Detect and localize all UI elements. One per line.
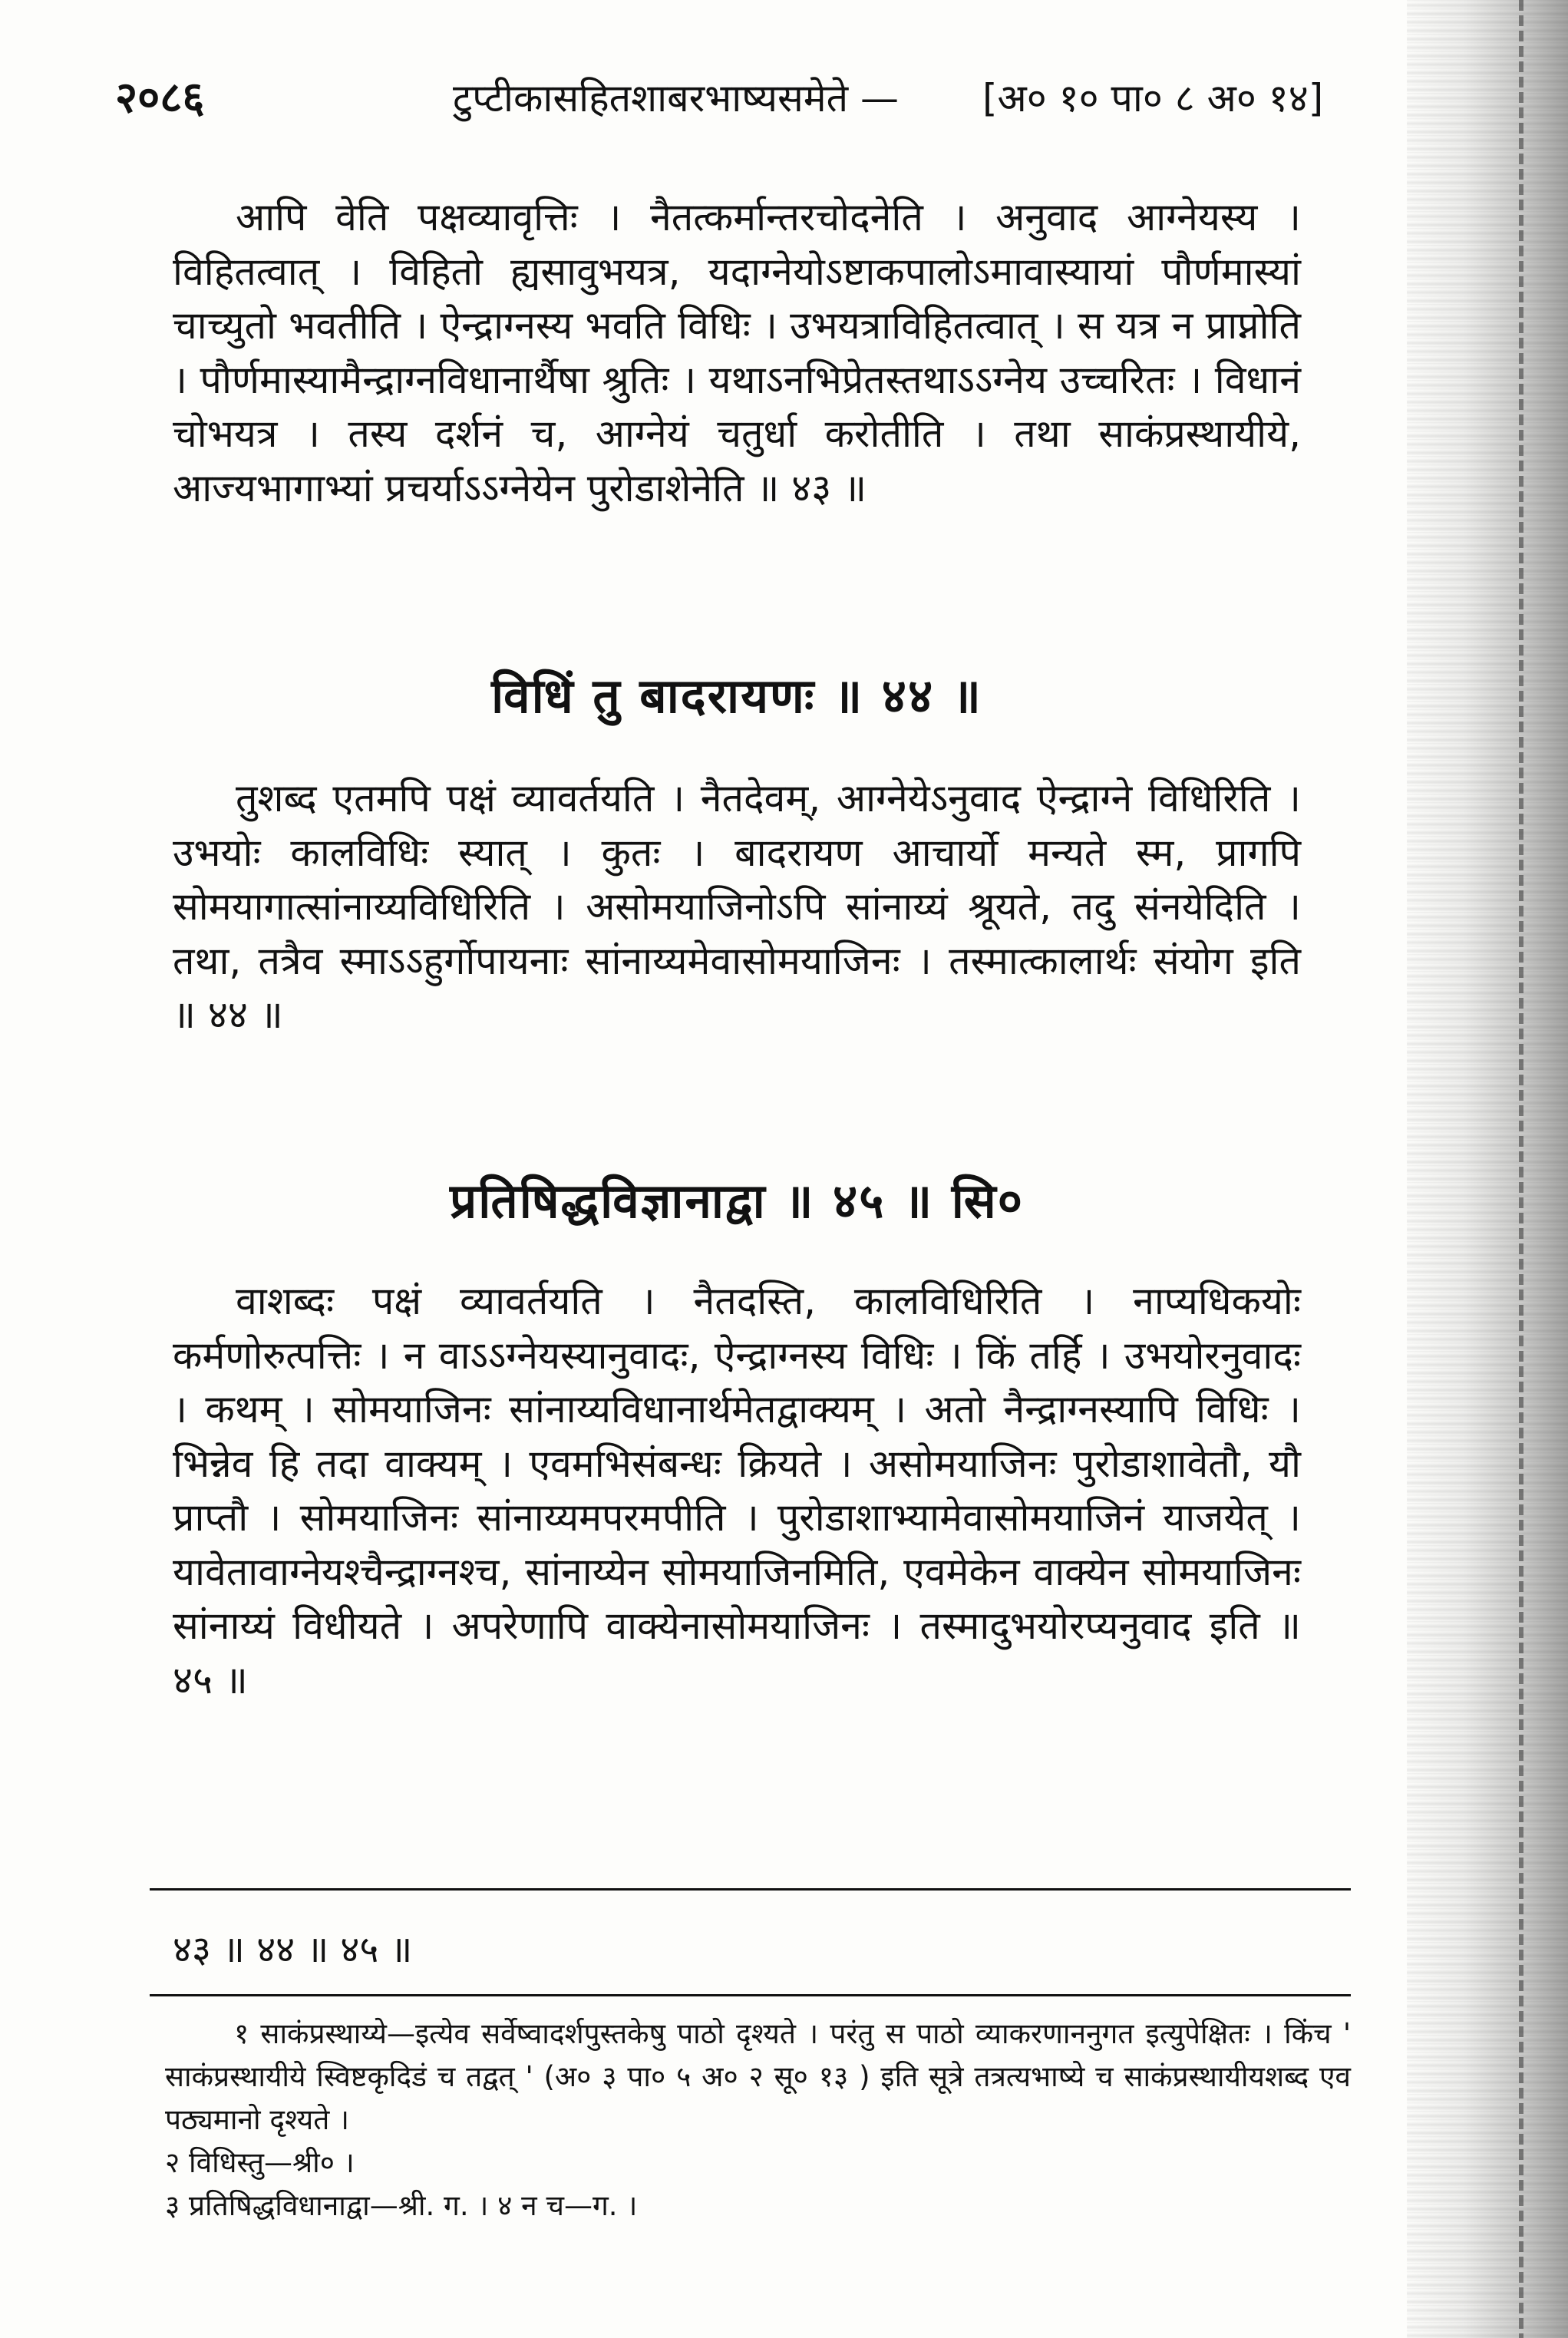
sutra-45-heading: प्रतिषिद्धविज्ञानाद्वा ॥ ४५ ॥ सि० [450, 1173, 1024, 1229]
footnote-2: २ विधिस्तु—श्री० । [165, 2146, 355, 2179]
page-header [115, 68, 1343, 129]
binding-edge [1407, 0, 1568, 2338]
page-number: २०८६ [115, 73, 205, 123]
footnote-1: १ साकंप्रस्थाय्ये—इत्येव सर्वेष्वादर्शपुस्तकेषु पाठो दृश्यते । परंतु स पाठो व्याकरणाननुगत इत्युपेक्षितः । किंच ' साकंप्रस्थायीये स्विष्टकृदिडं च तद्वत् ' (अ० ३ पा० ५ अ० २ सू० १३ ) इति सूत्रे तत्रत्यभाष्ये च साकंप्रस्थायीयशब्द एव पठ्यमानो दृश्यते । [165, 2017, 1351, 2136]
variant-reading-line: ४३ ॥ ४४ ॥ ४५ ॥ [173, 1928, 413, 1971]
commentary-paragraph-43: आपि वेति पक्षव्यावृत्तिः । नैतत्कर्मान्तरचोदनेति । अनुवाद आग्नेयस्य । विहितत्वात् । विहितो ह्यसावुभयत्र, यदाग्नेयोऽष्टाकपालोऽमावास्यायां पौर्णमास्यां चाच्युतो भवतीति । ऐन्द्राग्नस्य भवति विधिः । उभयत्राविहितत्वात् । स यत्र न प्राप्नोति । पौर्णमास्यामैन्द्राग्नविधानार्थैषा श्रुतिः । यथाऽनभिप्रेतस्तथाऽऽग्नेय उच्चरितः । विधानं चोभयत्र । तस्य दर्शनं च, आग्नेयं चतुर्धा करोतीति । तथा साकंप्रस्थायीये, आज्यभागाभ्यां प्रचर्याऽऽग्नेयेन पुरोडाशेनेति ॥ ४३ ॥ [173, 195, 1301, 510]
running-title: टुप्टीकासहितशाबरभाष्यसमेते — [453, 76, 900, 121]
sutra-44-heading: विधिं तु बादरायणः ॥ ४४ ॥ [491, 668, 982, 724]
footnote-divider-top [150, 1888, 1351, 1891]
footnote-3: ३ प्रतिषिद्धविधानाद्वा—श्री. ग. । ४ न च—ग. । [165, 2189, 638, 2222]
section-reference: [अ० १० पा० ८ अ० १४] [982, 76, 1324, 121]
binding-stitch-line [1519, 0, 1523, 2338]
footnote-divider-bottom [150, 1994, 1351, 1996]
commentary-paragraph-45: वाशब्दः पक्षं व्यावर्तयति । नैतदस्ति, कालविधिरिति । नाप्यधिकयोः कर्मणोरुत्पत्तिः । न वाऽऽग्नेयस्यानुवादः, ऐन्द्राग्नस्य विधिः । किं तर्हि । उभयोरनुवादः । कथम् । सोमयाजिनः सांनाय्यविधानार्थमेतद्वाक्यम् । अतो नैन्द्राग्नस्यापि विधिः । भिन्नेव हि तदा वाक्यम् । एवमभिसंबन्धः क्रियते । असोमयाजिनः पुरोडाशावेतौ, यौ प्राप्तौ । सोमयाजिनः सांनाय्यमपरमपीति । पुरोडाशाभ्यामेवासोमयाजिनं याजयेत् । यावेतावाग्नेयश्चैन्द्राग्नश्च, सांनाय्येन सोमयाजिनमिति, एवमेकेन वाक्येन सोमयाजिनः सांनाय्यं विधीयते । अपरेणापि वाक्येनासोमयाजिनः । तस्मादुभयोरप्यनुवाद इति ॥ ४५ ॥ [173, 1279, 1301, 1702]
commentary-paragraph-44: तुशब्द एतमपि पक्षं व्यावर्तयति । नैतदेवम्, आग्नेयेऽनुवाद ऐन्द्राग्ने विधिरिति । उभयोः कालविधिः स्यात् । कुतः । बादरायण आचार्यो मन्यते स्म, प्रागपि सोमयागात्सांनाय्यविधिरिति । असोमयाजिनोऽपि सांनाय्यं श्रूयते, तदु संनयेदिति । तथा, तत्रैव स्माऽऽहुर्गोपायनाः सांनाय्यमेवासोमयाजिनः । तस्मात्कालार्थः संयोग इति ॥ ४४ ॥ [173, 776, 1301, 1037]
footnotes [165, 2013, 1351, 2227]
